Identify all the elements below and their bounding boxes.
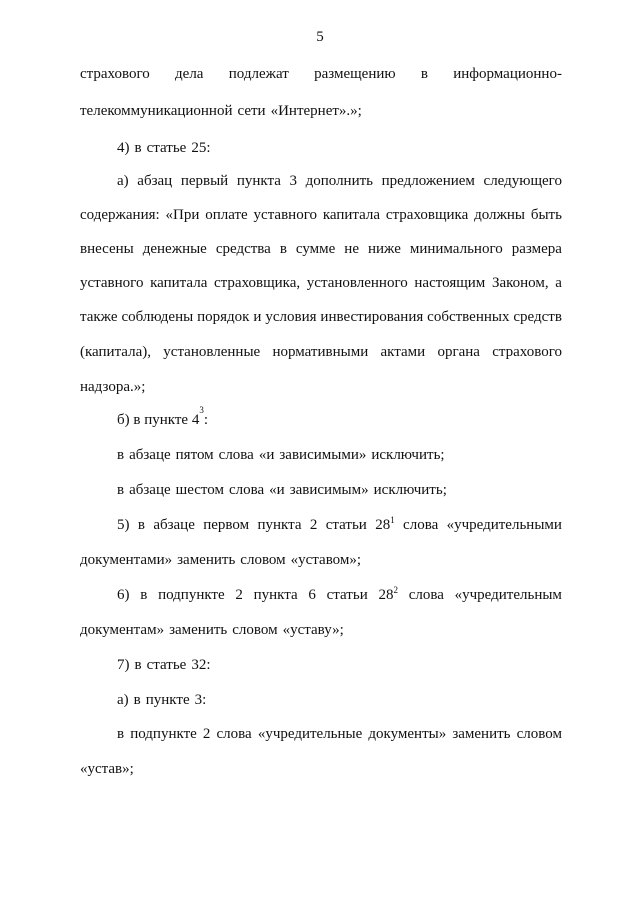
- word: в: [134, 657, 142, 673]
- word: статьи: [326, 587, 368, 603]
- word: размера: [511, 241, 562, 257]
- word: а): [117, 173, 129, 189]
- word: статьи: [325, 517, 367, 533]
- word: 32:: [191, 657, 211, 673]
- word: 7): [117, 657, 130, 673]
- word: «Интернет».»;: [270, 103, 362, 119]
- word: «устав»;: [80, 761, 134, 777]
- text-line: [117, 480, 562, 500]
- word: средств: [513, 309, 562, 325]
- word: абзаце: [129, 482, 171, 498]
- word: абзаце: [153, 517, 195, 533]
- word: «и: [258, 447, 275, 463]
- word: соблюдены: [121, 309, 194, 325]
- word: 2: [309, 517, 318, 533]
- word: заменить: [169, 622, 228, 638]
- word: 3: [289, 173, 297, 189]
- word: капитала: [150, 275, 208, 291]
- word: внесены: [80, 241, 134, 257]
- word: $28^1$: [375, 515, 395, 533]
- text-line: [80, 273, 562, 293]
- word: страховщика,: [214, 275, 301, 291]
- sentence-text: б) в пункте 4: [117, 412, 200, 428]
- word: «При: [165, 207, 200, 223]
- word: словом: [240, 552, 286, 568]
- word: первый: [180, 173, 229, 189]
- word: в: [279, 241, 287, 257]
- word: исключить;: [371, 447, 445, 463]
- word: пункта: [236, 173, 281, 189]
- word: зависимыми»: [279, 447, 367, 463]
- word: информационно-: [453, 66, 562, 82]
- word: условия: [265, 309, 317, 325]
- word: 2: [235, 587, 243, 603]
- word: установленного: [306, 275, 408, 291]
- word: размещению: [314, 66, 396, 82]
- word: страхового: [492, 344, 562, 360]
- word: в: [140, 587, 148, 603]
- word: нормативными: [272, 344, 369, 360]
- word: 25:: [191, 140, 211, 156]
- word: содержания:: [80, 207, 160, 223]
- word: «уставу»;: [282, 622, 344, 638]
- word: абзаце: [129, 447, 171, 463]
- word: и: [253, 309, 262, 325]
- word: пункте: [145, 692, 190, 708]
- word: 6: [308, 587, 316, 603]
- word: Законом,: [491, 275, 549, 291]
- text-line: [117, 171, 562, 191]
- word: в: [133, 692, 141, 708]
- word: словом: [516, 726, 562, 742]
- word: зависимым»: [289, 482, 369, 498]
- word: следующего: [483, 173, 562, 189]
- word: страхового: [80, 66, 150, 82]
- word: подпункте: [158, 587, 225, 603]
- word: должны: [474, 207, 525, 223]
- text-line: [80, 620, 562, 640]
- word: 4): [117, 140, 130, 156]
- word: шестом: [175, 482, 224, 498]
- word: в: [134, 140, 142, 156]
- word: 3:: [194, 692, 207, 708]
- word: минимального: [409, 241, 503, 257]
- word: капитала: [322, 207, 381, 223]
- text-line: [117, 690, 562, 710]
- word: подлежат: [228, 66, 289, 82]
- word: настоящим: [414, 275, 486, 291]
- text-line: [80, 342, 562, 362]
- word: 2: [202, 726, 211, 742]
- word: слова: [218, 447, 254, 463]
- word: 5): [117, 517, 130, 533]
- word: органа: [437, 344, 480, 360]
- word: а): [117, 692, 129, 708]
- word: статье: [146, 657, 187, 673]
- text-line: [80, 550, 562, 570]
- word: словом: [232, 622, 278, 638]
- word: надзора.»;: [80, 379, 146, 395]
- word: документам»: [80, 622, 165, 638]
- text-line: [117, 445, 562, 465]
- word: подпункте: [130, 726, 197, 742]
- word: слова: [216, 726, 252, 742]
- text-line: [80, 377, 562, 397]
- word: абзац: [137, 173, 173, 189]
- text-line: [80, 239, 562, 259]
- word: в: [137, 517, 145, 533]
- word: собственных: [427, 309, 510, 325]
- word: (капитала),: [80, 344, 151, 360]
- word: заменить: [452, 726, 511, 742]
- text-line: [117, 405, 562, 430]
- word: пункта: [253, 587, 298, 603]
- word: сумме: [295, 241, 336, 257]
- word: не: [344, 241, 359, 257]
- word: 6): [117, 587, 130, 603]
- word: в: [420, 66, 428, 82]
- superscript: 2: [393, 585, 398, 595]
- page-number: 5: [316, 29, 324, 45]
- word: уставного: [80, 275, 144, 291]
- word: сети: [237, 103, 266, 119]
- text-line: [80, 205, 562, 225]
- text-line: [117, 724, 562, 744]
- word: «уставом»;: [290, 552, 362, 568]
- word: пятом: [175, 447, 214, 463]
- word: дополнить: [305, 173, 374, 189]
- word: первом: [203, 517, 250, 533]
- word: пункта: [257, 517, 302, 533]
- word: документами»: [80, 552, 173, 568]
- word: актами: [380, 344, 426, 360]
- word: в: [117, 726, 125, 742]
- word: инвестирования: [320, 309, 424, 325]
- text-line: [80, 64, 562, 84]
- superscript: 3: [199, 405, 204, 415]
- word: средства: [215, 241, 271, 257]
- word: оплате: [205, 207, 248, 223]
- word: дела: [175, 66, 204, 82]
- sentence-text: :: [203, 412, 208, 428]
- word: в: [117, 482, 125, 498]
- text-line: [80, 101, 562, 121]
- word: телекоммуникационной: [80, 103, 233, 119]
- word: слова: [403, 517, 439, 533]
- text-line: [80, 759, 562, 779]
- word: в: [117, 447, 125, 463]
- word: $28^2$: [378, 585, 398, 603]
- text-line: [117, 515, 562, 535]
- text-line: [117, 138, 562, 158]
- superscript: 1: [390, 515, 395, 525]
- word: «учредительным: [454, 587, 562, 603]
- word: установленные: [163, 344, 261, 360]
- word: слова: [228, 482, 265, 498]
- word: «учредительными: [446, 517, 562, 533]
- text-line: [117, 655, 562, 675]
- word: а: [555, 275, 562, 291]
- word: быть: [530, 207, 562, 223]
- word: «учредительные: [257, 726, 363, 742]
- word: исключить;: [373, 482, 447, 498]
- word: заменить: [177, 552, 236, 568]
- word: страховщика: [385, 207, 469, 223]
- word: уставного: [253, 207, 317, 223]
- word: также: [80, 309, 118, 325]
- word: денежные: [142, 241, 207, 257]
- word: порядок: [197, 309, 250, 325]
- text-line: [117, 585, 562, 605]
- word: слова: [408, 587, 444, 603]
- word: статье: [146, 140, 187, 156]
- text-line: [80, 307, 562, 327]
- word: предложением: [381, 173, 475, 189]
- word: документы»: [368, 726, 447, 742]
- word: «и: [269, 482, 285, 498]
- word: ниже: [367, 241, 401, 257]
